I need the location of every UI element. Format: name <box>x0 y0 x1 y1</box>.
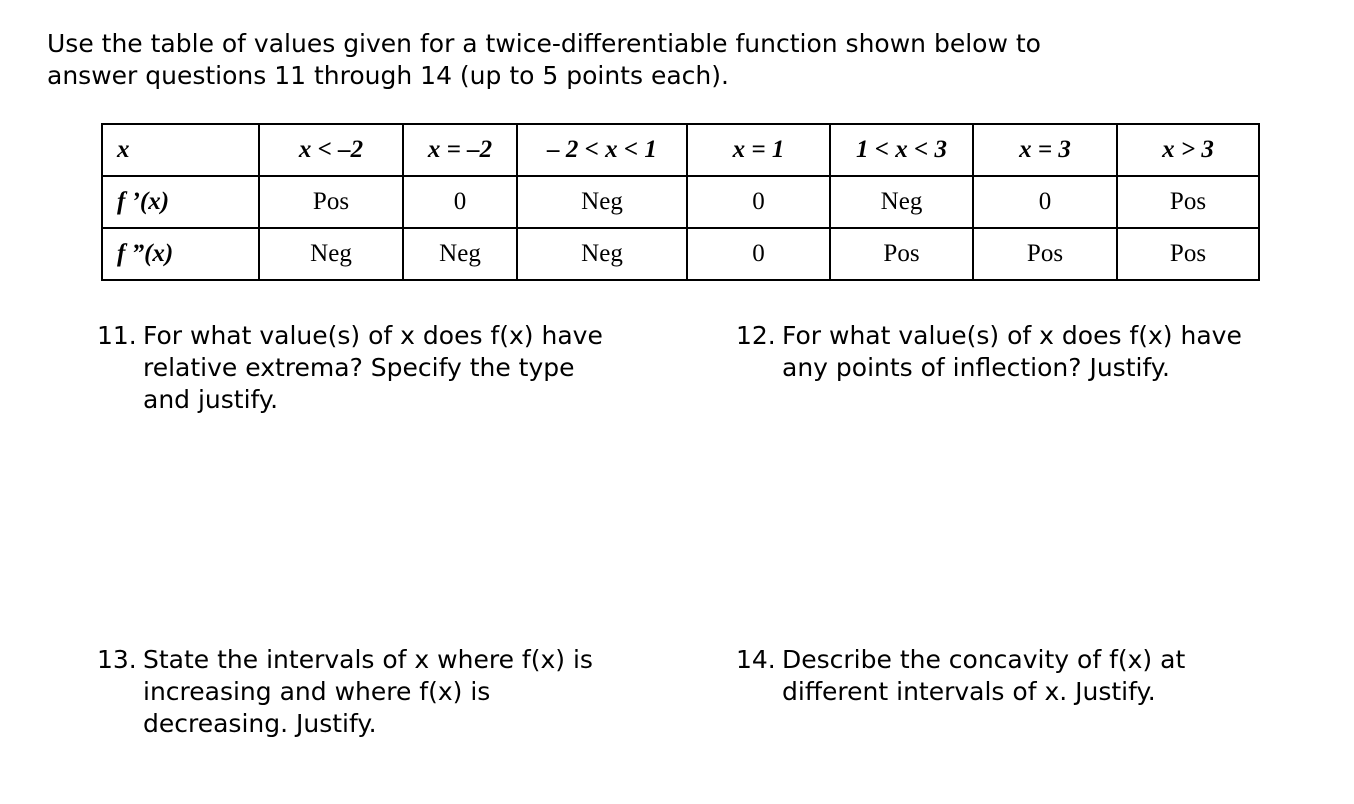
header-cell-x: x <box>102 124 259 176</box>
header-cell: 1 < x < 3 <box>830 124 973 176</box>
question-line: For what value(s) of x does f(x) have <box>143 321 603 350</box>
header-cell: x > 3 <box>1117 124 1259 176</box>
table-cell: Pos <box>830 228 973 280</box>
table-cell: Pos <box>1117 176 1259 228</box>
question-number: 12. <box>736 321 776 350</box>
table-row-second-derivative <box>102 228 1259 280</box>
table-header-row <box>102 124 1259 176</box>
question-line: relative extrema? Specify the type <box>143 353 575 382</box>
table-cell: Neg <box>259 228 403 280</box>
header-cell: – 2 < x < 1 <box>517 124 687 176</box>
header-cell: x = –2 <box>403 124 517 176</box>
question-line: different intervals of x. Justify. <box>782 677 1156 706</box>
question-line: increasing and where f(x) is <box>143 677 491 706</box>
question-text <box>782 320 1302 384</box>
table-cell: Neg <box>403 228 517 280</box>
table-cell: Neg <box>830 176 973 228</box>
instructions-line-1: Use the table of values given for a twice-differentiable function shown below to <box>47 29 1041 58</box>
table-cell: 0 <box>687 228 830 280</box>
instructions-line-2: answer questions 11 through 14 (up to 5 points each). <box>47 61 729 90</box>
table-cell: Neg <box>517 228 687 280</box>
question-text <box>143 320 663 416</box>
question-number: 13. <box>97 645 137 674</box>
question-line: decreasing. Justify. <box>143 709 377 738</box>
question-line: and justify. <box>143 385 279 414</box>
instructions <box>47 28 1247 92</box>
question-line: Describe the concavity of f(x) at <box>782 645 1186 674</box>
question-line: For what value(s) of x does f(x) have <box>782 321 1242 350</box>
header-cell: x = 3 <box>973 124 1117 176</box>
values-table <box>101 123 1260 281</box>
table-cell: 0 <box>687 176 830 228</box>
question-number: 11. <box>97 321 137 350</box>
question-number: 14. <box>736 645 776 674</box>
header-cell: x < –2 <box>259 124 403 176</box>
question-text <box>143 644 663 740</box>
table-cell: Pos <box>1117 228 1259 280</box>
question-line: any points of inflection? Justify. <box>782 353 1170 382</box>
row-label-first-derivative: f ’(x) <box>102 176 259 228</box>
table-cell: Pos <box>259 176 403 228</box>
table-cell: 0 <box>973 176 1117 228</box>
table-row-first-derivative <box>102 176 1259 228</box>
question-line: State the intervals of x where f(x) is <box>143 645 593 674</box>
question-text <box>782 644 1302 708</box>
table-cell: Pos <box>973 228 1117 280</box>
table-cell: Neg <box>517 176 687 228</box>
table-cell: 0 <box>403 176 517 228</box>
header-cell: x = 1 <box>687 124 830 176</box>
row-label-second-derivative: f ”(x) <box>102 228 259 280</box>
